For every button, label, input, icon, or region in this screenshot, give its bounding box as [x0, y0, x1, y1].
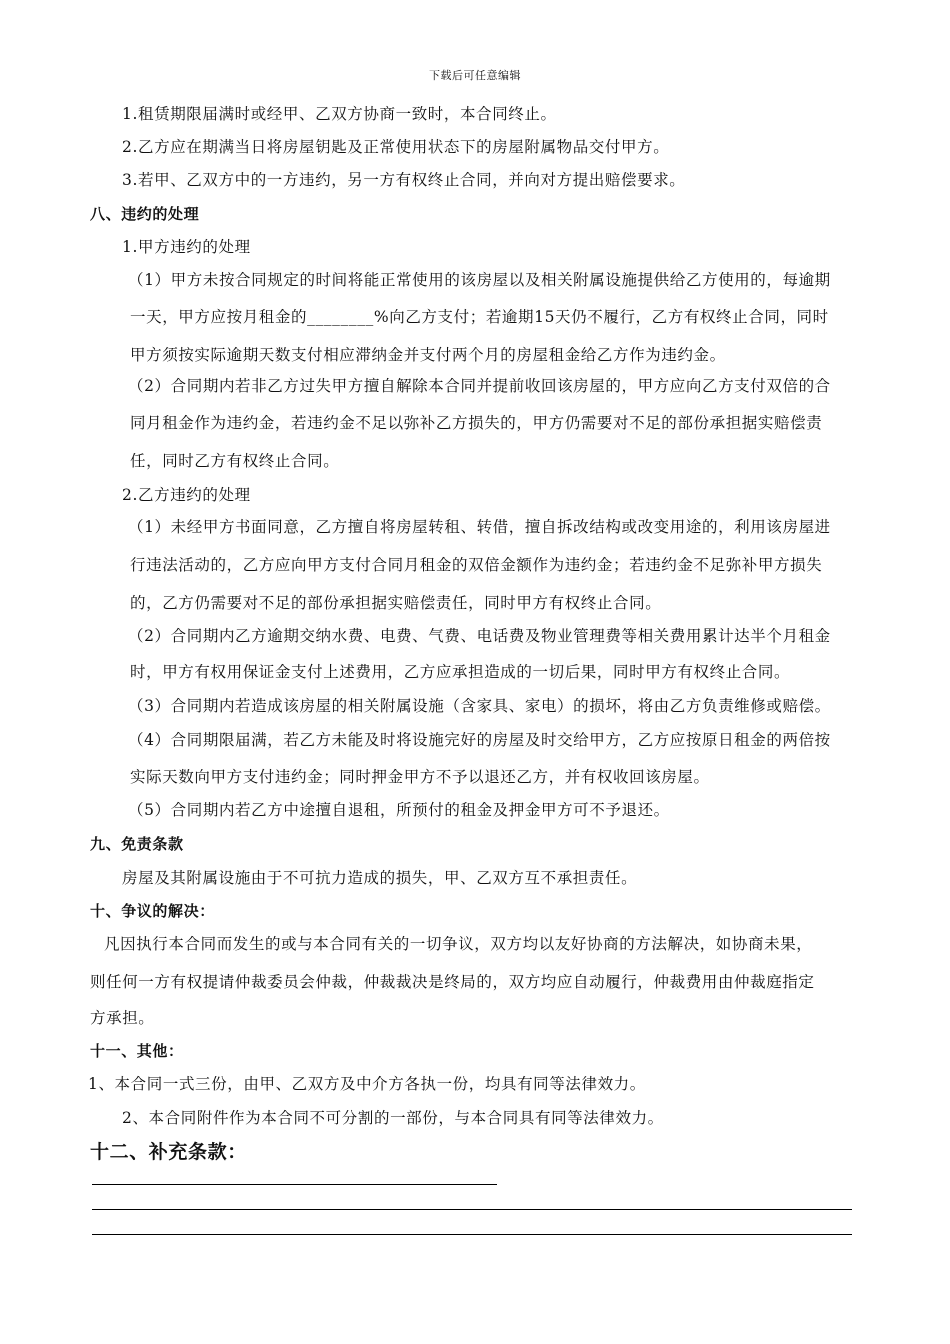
section-10-line1: 凡因执行本合同而发生的或与本合同有关的一切争议，双方均以友好协商的方法解决，如协商未果，	[104, 935, 813, 953]
section-10-line2: 则任何一方有权提请仲裁委员会仲裁，仲裁裁决是终局的，双方均应自动履行，仲裁费用由仲裁庭指定	[90, 973, 815, 991]
clause-8-1-1-line3: 甲方须按实际逾期天数支付相应滞纳金并支付两个月的房屋租金给乙方作为违约金。	[130, 346, 726, 364]
section-9-heading: 九、免责条款	[90, 835, 184, 853]
section-11-item1: 1、本合同一式三份，由甲、乙双方及中介方各执一份，均具有同等法律效力。	[88, 1075, 646, 1093]
section-10-heading: 十、争议的解决：	[90, 902, 215, 920]
clause-8-1-1-line1: （1）甲方未按合同规定的时间将能正常使用的该房屋以及相关附属设施提供给乙方使用的，每逾期	[128, 271, 831, 289]
clause-8-1-1-line2: 一天，甲方应按月租金的________%向乙方支付；若逾期15天仍不履行，乙方有权终止合同，同时	[130, 308, 829, 326]
blank-fill-line-3	[92, 1234, 852, 1235]
clause-7-3: 3.若甲、乙双方中的一方违约，另一方有权终止合同，并向对方提出赔偿要求。	[122, 171, 686, 189]
clause-8-1-heading: 1.甲方违约的处理	[122, 238, 251, 256]
clause-8-2-1-line1: （1）未经甲方书面同意，乙方擅自将房屋转租、转借，擅自拆改结构或改变用途的，利用该房屋进	[128, 518, 831, 536]
clause-8-1-2-line3: 任，同时乙方有权终止合同。	[130, 452, 340, 470]
clause-7-1: 1.租赁期限届满时或经甲、乙双方协商一致时，本合同终止。	[122, 105, 557, 123]
clause-8-2-heading: 2.乙方违约的处理	[122, 486, 251, 504]
clause-8-2-4-line2: 实际天数向甲方支付违约金；同时押金甲方不予以退还乙方，并有权收回该房屋。	[130, 768, 710, 786]
clause-8-2-2-line2: 时，甲方有权用保证金支付上述费用，乙方应承担造成的一切后果，同时甲方有权终止合同。	[130, 663, 791, 681]
clause-8-2-4-line1: （4）合同期限届满，若乙方未能及时将设施完好的房屋及时交给甲方，乙方应按原日租金的两倍按	[128, 731, 831, 749]
clause-7-2: 2.乙方应在期满当日将房屋钥匙及正常使用状态下的房屋附属物品交付甲方。	[122, 138, 670, 156]
clause-8-2-3: （3）合同期内若造成该房屋的相关附属设施（含家具、家电）的损坏，将由乙方负责维修或赔偿。	[128, 697, 831, 715]
section-11-heading: 十一、其他：	[90, 1042, 184, 1060]
section-10-line3: 方承担。	[90, 1009, 155, 1027]
page-header: 下载后可任意编辑	[429, 69, 521, 82]
section-8-heading: 八、违约的处理	[90, 205, 200, 223]
clause-8-2-2-line1: （2）合同期内乙方逾期交纳水费、电费、气费、电话费及物业管理费等相关费用累计达半个月租金	[128, 627, 831, 645]
clause-8-2-1-line3: 的，乙方仍需要对不足的部份承担据实赔偿责任，同时甲方有权终止合同。	[130, 594, 662, 612]
clause-8-1-2-line2: 同月租金作为违约金，若违约金不足以弥补乙方损失的，甲方仍需要对不足的部份承担据实赔偿责	[130, 414, 823, 432]
clause-8-1-2-line1: （2）合同期内若非乙方过失甲方擅自解除本合同并提前收回该房屋的，甲方应向乙方支付双倍的合	[128, 377, 831, 395]
clause-8-2-5: （5）合同期内若乙方中途擅自退租，所预付的租金及押金甲方可不予退还。	[128, 801, 670, 819]
blank-fill-line-2	[92, 1209, 852, 1210]
section-9-text: 房屋及其附属设施由于不可抗力造成的损失，甲、乙双方互不承担责任。	[122, 869, 638, 887]
section-12-heading: 十二、补充条款：	[90, 1141, 247, 1163]
blank-fill-line-1	[92, 1184, 497, 1185]
clause-8-2-1-line2: 行违法活动的，乙方应向甲方支付合同月租金的双倍金额作为违约金；若违约金不足弥补甲方损失	[130, 556, 823, 574]
section-11-item2: 2、本合同附件作为本合同不可分割的一部份，与本合同具有同等法律效力。	[122, 1109, 664, 1127]
